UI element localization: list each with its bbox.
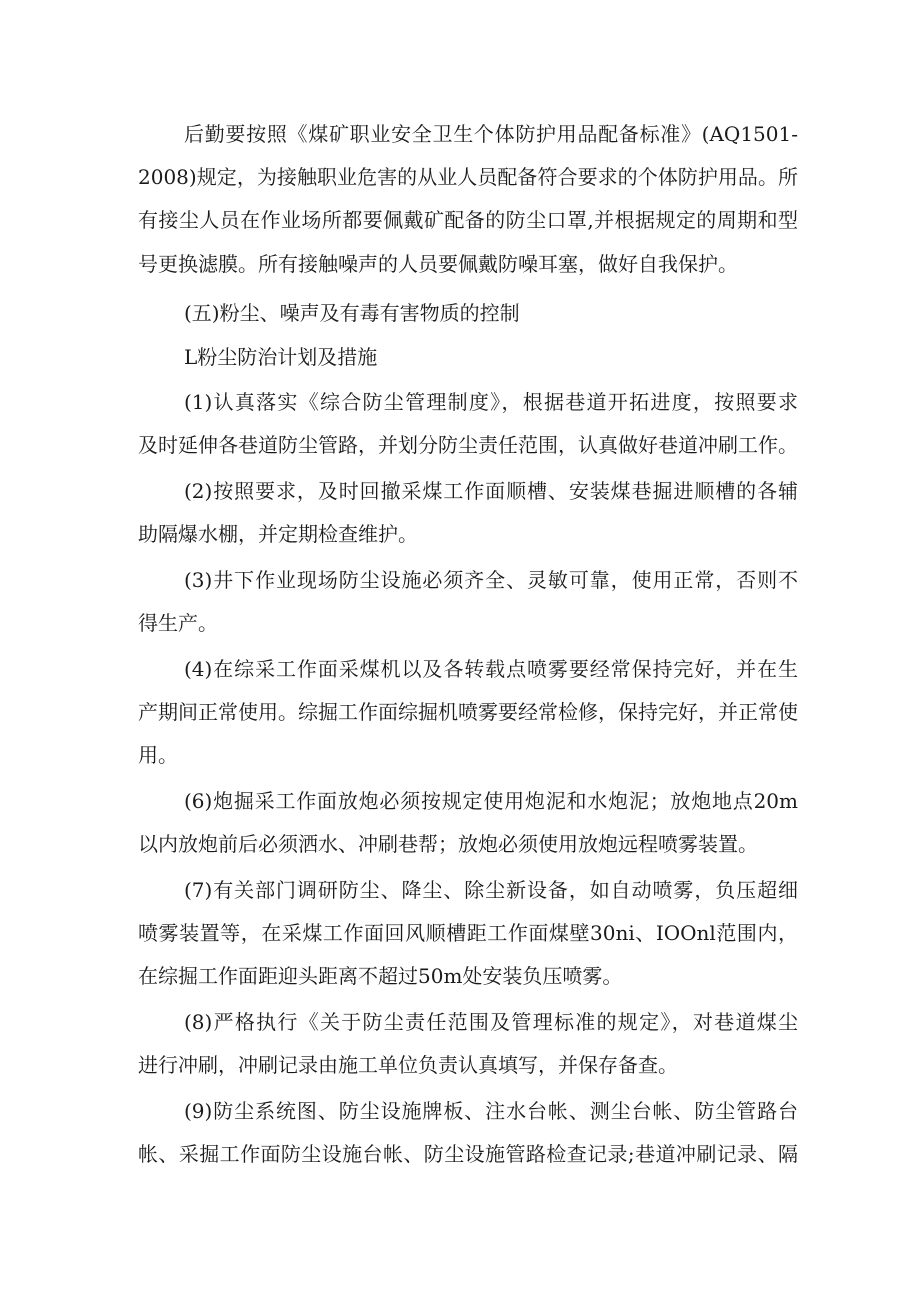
item-3-line-2: 得生产。 (138, 611, 218, 635)
item-7-line-2: 喷雾装置等，在采煤工作面回风顺槽距工作面煤壁30ni、IOOnl范围内， (138, 921, 798, 945)
paragraph-1-line-2: 2008)规定，为接触职业危害的从业人员配备符合要求的个体防护用品。所 (138, 165, 798, 189)
paragraph-1-line-3: 有接尘人员在作业场所都要佩戴矿配备的防尘口罩,并根据规定的周期和型 (138, 208, 798, 232)
item-9-line-2: 帐、采掘工作面防尘设施台帐、防尘设施管路检查记录;巷道冲刷记录、隔 (138, 1142, 798, 1166)
item-4-line-1: (4)在综采工作面采煤机以及各转载点喷雾要经常保持完好，并在生 (184, 657, 798, 681)
section-heading: (五)粉尘、噪声及有毒有害物质的控制 (184, 301, 520, 325)
item-4-line-3: 用。 (138, 743, 178, 767)
item-9-line-1: (9)防尘系统图、防尘设施牌板、注水台帐、测尘台帐、防尘管路台 (184, 1099, 798, 1123)
item-2-line-2: 助隔爆水棚，并定期检查维护。 (138, 522, 418, 546)
item-1-line-2: 及时延伸各巷道防尘管路，并划分防尘责任范围，认真做好巷道冲刷工作。 (138, 433, 798, 457)
item-7-line-3: 在综掘工作面距迎头距离不超过50m处安装负压喷雾。 (138, 964, 623, 988)
subsection-heading: L粉尘防治计划及措施 (184, 345, 378, 369)
item-4-line-2: 产期间正常使用。综掘工作面综掘机喷雾要经常检修，保持完好，并正常使 (138, 700, 798, 724)
item-3-line-1: (3)井下作业现场防尘设施必须齐全、灵敏可靠，使用正常，否则不 (184, 568, 798, 592)
item-6-line-1: (6)炮掘采工作面放炮必须按规定使用炮泥和水炮泥；放炮地点20m (184, 789, 798, 813)
paragraph-1-line-4: 号更换滤膜。所有接触噪声的人员要佩戴防噪耳塞，做好自我保护。 (138, 252, 738, 276)
item-6-line-2: 以内放炮前后必须洒水、冲刷巷帮；放炮必须使用放炮远程喷雾装置。 (138, 832, 758, 856)
item-8-line-1: (8)严格执行《关于防尘责任范围及管理标准的规定》，对巷道煤尘 (184, 1010, 798, 1034)
paragraph-1-line-1: 后勤要按照《煤矿职业安全卫生个体防护用品配备标准》(AQ1501- (184, 122, 798, 146)
item-1-line-1: (1)认真落实《综合防尘管理制度》，根据巷道开拓进度，按照要求 (184, 390, 798, 414)
item-8-line-2: 进行冲刷，冲刷记录由施工单位负责认真填写，并保存备查。 (138, 1053, 678, 1077)
item-7-line-1: (7)有关部门调研防尘、降尘、除尘新设备，如自动喷雾，负压超细 (184, 878, 798, 902)
item-2-line-1: (2)按照要求，及时回撤采煤工作面顺槽、安装煤巷掘进顺槽的各辅 (184, 479, 798, 503)
